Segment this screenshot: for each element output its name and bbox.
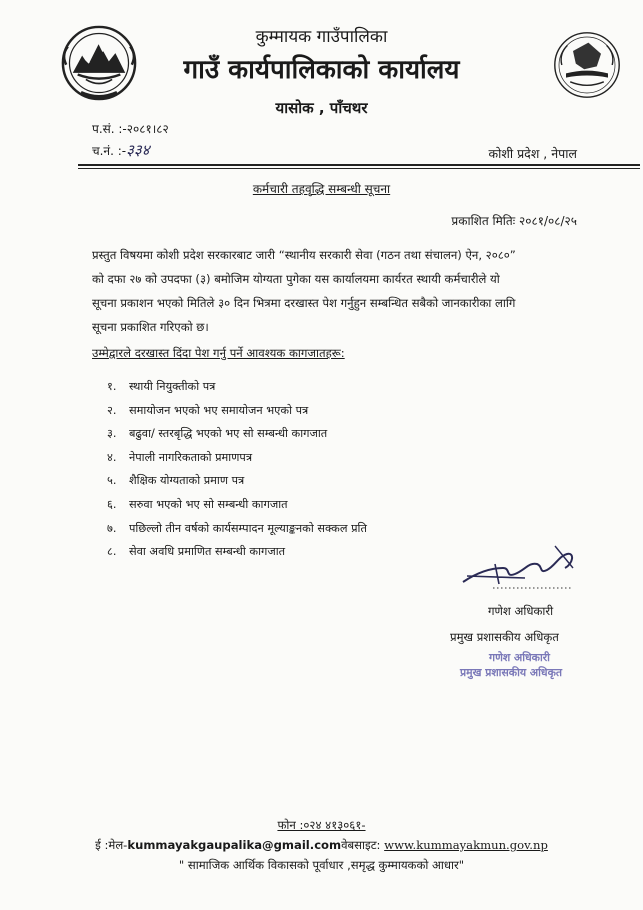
stamp-designation: प्रमुख प्रशासकीय अधिकृत	[460, 666, 563, 679]
footer-phone	[0, 818, 643, 833]
notice-body-line: प्रस्तुत विषयमा कोशी प्रदेश सरकारबाट जारी “स्थानीय सरकारी सेवा (गठन तथा संचालन) ऐन, २०८०”	[92, 248, 516, 262]
office-address: यासोक , पाँचथर	[275, 99, 368, 117]
list-item-text: स्थायी नियुक्तीको पत्र	[129, 380, 216, 393]
office-name: गाउँ कार्यपालिकाको कार्यालय	[183, 55, 460, 85]
municipality-name: कुम्मायक गाउँपालिका	[255, 27, 388, 47]
header-divider	[78, 164, 640, 166]
list-item-text: शैक्षिक योग्यताको प्रमाण पत्र	[129, 474, 245, 488]
list-item-text: नेपाली नागरिकताको प्रमाणपत्र	[129, 450, 253, 464]
list-item	[107, 493, 367, 517]
list-item-text: सेवा अवधि प्रमाणित सम्बन्धी कागजात	[129, 545, 286, 559]
email-label: ई :मेल-	[95, 838, 128, 852]
stamp-name: गणेश अधिकारी	[489, 651, 550, 664]
province-name: कोशी प्रदेश , नेपाल	[488, 146, 577, 161]
published-date-value: २०८१/०८/२५	[518, 214, 577, 228]
list-item	[107, 399, 367, 423]
required-documents-list	[107, 375, 367, 564]
list-item-text: समायोजन भएको भए समायोजन भएको पत्र	[129, 403, 309, 417]
reference-number-value: २०८१।८२	[126, 122, 169, 136]
dispatch-number-value: ३३४	[126, 141, 150, 159]
list-item	[107, 375, 367, 399]
phone-number: फोन :०२४ ४१३०६१-	[277, 818, 366, 832]
notice-body-line: सूचना प्रकाशित गरिएको छ।	[92, 320, 209, 334]
dispatch-number	[92, 140, 150, 160]
list-item-number: ४.	[107, 450, 117, 464]
footer-contact	[0, 838, 643, 853]
notice-body	[92, 243, 582, 339]
list-item	[107, 422, 367, 446]
published-date	[451, 212, 577, 229]
list-item-text: सरुवा भएको भए सो सम्बन्धी कागजात	[129, 497, 288, 511]
website-label: वेबसाइट:	[341, 838, 381, 852]
list-item-number: १.	[107, 380, 117, 393]
footer-slogan: " सामाजिक आर्थिक विकासको पूर्वाधार ,समृद्ध कुम्मायकको आधार"	[178, 858, 465, 872]
list-item-text: पछिल्लो तीन वर्षको कार्यसम्पादन मूल्याङ्कनको सक्कल प्रति	[129, 521, 367, 535]
signatory-designation: प्रमुख प्रशासकीय अधिकृत	[450, 630, 559, 644]
notice-title: कर्मचारी तहवृद्धि सम्बन्धी सूचना	[252, 182, 391, 196]
list-item	[107, 517, 367, 541]
list-item-number: ६.	[107, 497, 117, 511]
notice-body-line: को दफा २७ को उपदफा (३) बमोजिम योग्यता पुगेका यस कार्यालयमा कार्यरत स्थायी कर्मचारीले यो	[92, 272, 500, 286]
website-link[interactable]: www.kummayakmun.gov.np	[384, 838, 548, 852]
reference-number	[92, 120, 169, 137]
list-item	[107, 469, 367, 493]
list-item-number: ५.	[107, 474, 117, 488]
signatory-name: गणेश अधिकारी	[488, 604, 554, 618]
reference-number-label: प.सं. :-	[92, 122, 127, 136]
list-item	[107, 446, 367, 470]
list-item	[107, 540, 367, 564]
list-item-number: २.	[107, 403, 117, 417]
list-item-number: ७.	[107, 521, 117, 535]
published-date-label: प्रकाशित मितिः	[451, 214, 516, 228]
handwritten-signature	[455, 538, 585, 596]
dispatch-number-label: च.नं. :-	[92, 144, 127, 158]
required-documents-heading: उम्मेद्वारले दरखास्त दिंदा पेश गर्नु पर्ने आवश्यक कागजातहरू:	[92, 346, 345, 360]
list-item-number: ३.	[107, 427, 117, 441]
email-link[interactable]: kummayakgaupalika@gmail.com	[127, 838, 342, 852]
header-divider-thin	[78, 168, 640, 169]
notice-body-line: सूचना प्रकाशन भएको मितिले ३० दिन भित्रमा दरखास्त पेश गर्नुहुन सम्बन्धित सबैको जानकारीका लागि	[92, 296, 516, 310]
list-item-number: ८.	[107, 545, 117, 559]
list-item-text: बढुवा/ स्तरबृद्धि भएको भए सो सम्बन्धी कागजात	[129, 427, 328, 441]
